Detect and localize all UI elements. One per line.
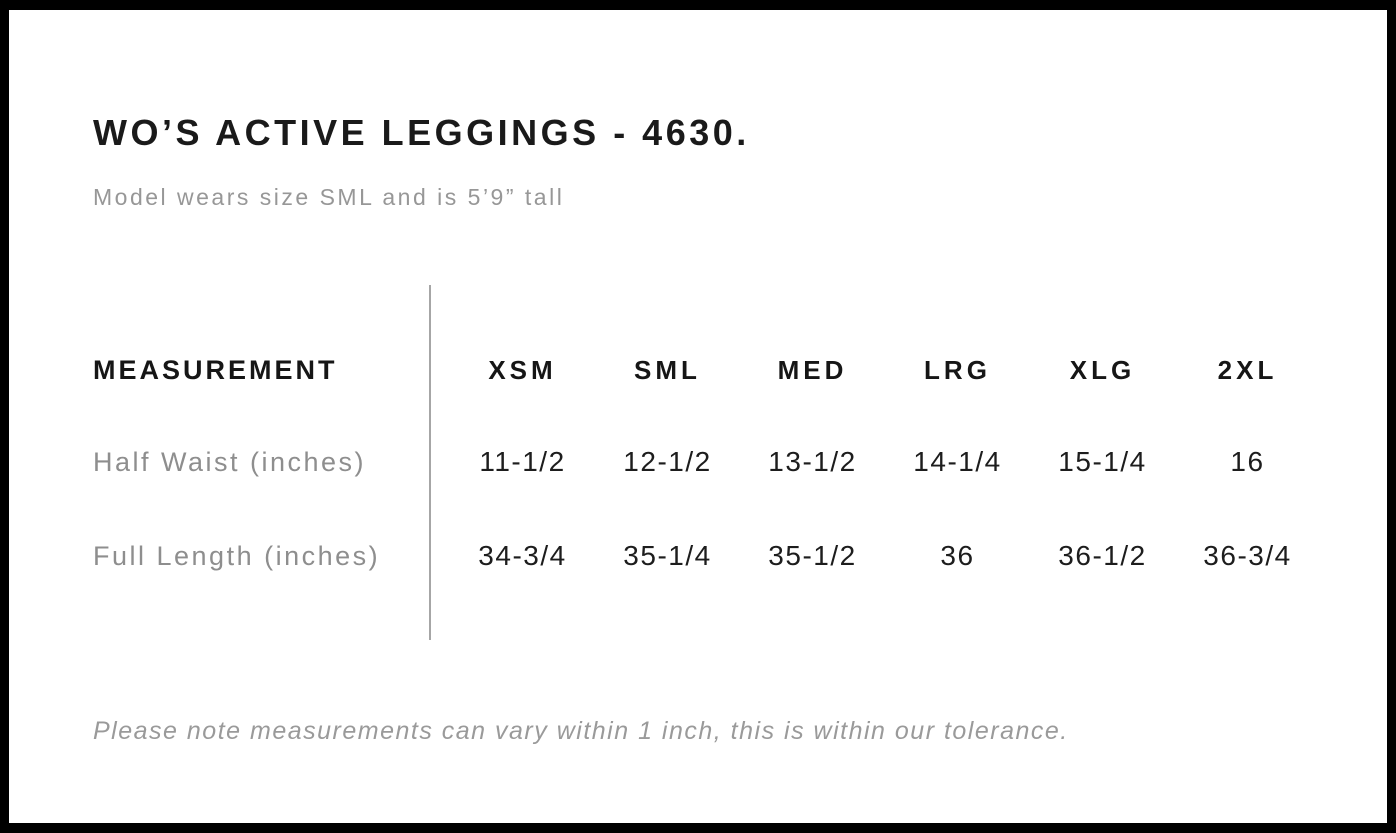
row-label-full-length: Full Length (inches) [93, 541, 381, 571]
full-length-med: 35-1/2 [768, 540, 857, 571]
full-length-lrg: 36 [940, 540, 975, 571]
full-length-value-cells [450, 541, 1320, 571]
page-title: WO’S ACTIVE LEGGINGS - 4630. [93, 112, 750, 153]
half-waist-value-cells [450, 447, 1320, 477]
half-waist-med: 13-1/2 [768, 446, 857, 477]
size-header-xlg: XLG [1069, 355, 1136, 385]
size-chart-header-row [9, 356, 1387, 386]
size-header-med: MED [777, 355, 848, 385]
table-row-half-waist [9, 447, 1387, 477]
row-label-half-waist: Half Waist (inches) [93, 447, 367, 477]
size-header-2xl: 2XL [1217, 355, 1278, 385]
half-waist-2xl: 16 [1230, 446, 1265, 477]
size-header-sml: SML [634, 355, 701, 385]
size-header-xsm: XSM [488, 355, 557, 385]
full-length-2xl: 36-3/4 [1203, 540, 1292, 571]
measurement-column-header: MEASUREMENT [93, 355, 338, 385]
full-length-sml: 35-1/4 [623, 540, 712, 571]
full-length-xsm: 34-3/4 [478, 540, 567, 571]
size-header-cells [450, 356, 1320, 384]
full-length-xlg: 36-1/2 [1058, 540, 1147, 571]
half-waist-xsm: 11-1/2 [479, 446, 566, 477]
half-waist-xlg: 15-1/4 [1058, 446, 1147, 477]
size-header-lrg: LRG [924, 355, 991, 385]
half-waist-sml: 12-1/2 [623, 446, 712, 477]
size-chart-page [9, 10, 1387, 823]
model-size-note: Model wears size SML and is 5’9” tall [93, 184, 565, 210]
table-row-full-length [9, 541, 1387, 571]
tolerance-note: Please note measurements can vary within 1 inch, this is within our tolerance. [93, 717, 1069, 745]
half-waist-lrg: 14-1/4 [913, 446, 1002, 477]
